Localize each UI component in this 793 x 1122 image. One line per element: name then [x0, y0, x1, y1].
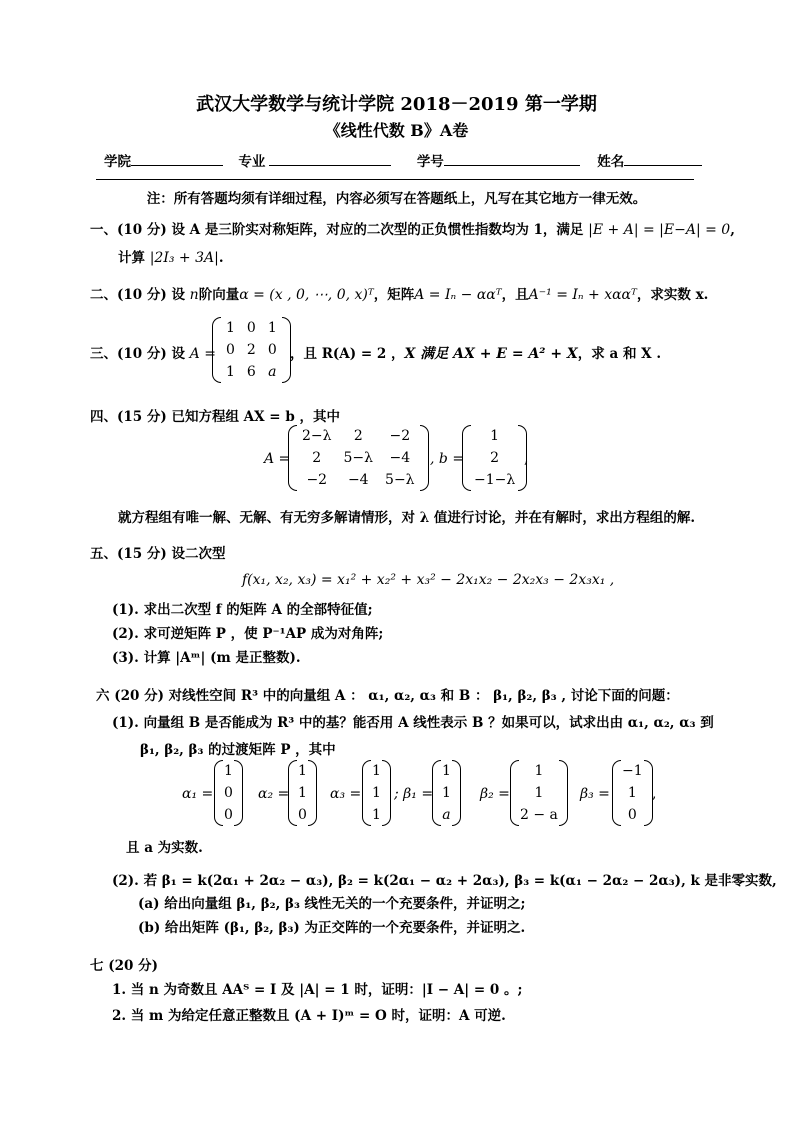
q2-mid1: 阶向量	[198, 287, 240, 303]
field-label-college: 学院	[104, 154, 131, 170]
q6-alpha1-label: α₁ =	[182, 786, 214, 802]
q1-condition: |E + A| = |E−A| = 0	[588, 222, 731, 238]
q2-inverse: A⁻¹ = Iₙ + xααᵀ	[528, 287, 637, 303]
q5-sub-3: (3). 计算 |Aᵐ| (m 是正整数).	[112, 650, 301, 666]
q6-sub-2: (2). 若 β₁ = k(2α₁ + 2α₂ − α₃), β₂ = k(2α₁ − α₂ + 2α₃), β₃ = k(α₁ − 2α₂ − 2α₃), k 是非零实数,	[112, 873, 777, 889]
major-blank	[269, 151, 391, 166]
info-fields	[104, 150, 702, 170]
exam-title: 武汉大学数学与统计学院 2018－2019 第一学期	[196, 94, 597, 115]
q6-beta2: 1 1 2 − a	[510, 760, 568, 826]
field-label-name: 姓名	[597, 154, 625, 170]
q1-text: 一、(10 分) 设 A 是三阶实对称矩阵，对应的二次型的正负惯性指数均为 1，满足	[90, 222, 584, 238]
q3-lhs: A =	[189, 346, 216, 362]
q6-real-note: 且 a 为实数.	[126, 840, 203, 856]
q4-vector-b: 1 2 −1−λ	[462, 425, 527, 491]
question-1-line-1: 一、(10 分) 设 A 是三阶实对称矩阵，对应的二次型的正负惯性指数均为 1，满足 |E + A| = |E−A| = 0,	[90, 222, 735, 238]
q3-suffix: ，求 a 和 X .	[577, 346, 662, 362]
q3-equation: X 满足 AX + E = A² + X	[404, 346, 578, 362]
college-blank	[131, 151, 223, 166]
field-label-major: 专业	[238, 154, 266, 170]
q5-quadratic-form: f(x₁, x₂, x₃) = x₁² + x₂² + x₃² − 2x₁x₂ − 2x₂x₃ − 2x₃x₁ ,	[242, 572, 615, 588]
q6-beta3: −1 1 0	[612, 760, 653, 826]
q6-beta1: 1 1 a	[432, 760, 461, 826]
notice: 注：所有答题均须有详细过程，内容必须写在答题纸上，凡写在其它地方一律无效。	[146, 191, 647, 207]
question-4-line-1: 四、(15 分) 已知方程组 AX = b ，其中	[90, 409, 340, 425]
exam-subtitle: 《线性代数 B》A卷	[324, 121, 469, 140]
q6-alpha2-label: α₂ =	[258, 786, 290, 802]
question-7-head: 七 (20 分)	[90, 958, 158, 974]
q2-matrix: A = Iₙ − ααᵀ	[414, 287, 502, 303]
question-6-line-1: 六 (20 分) 对线性空间 R³ 中的向量组 A ： α₁, α₂, α₃ 和 B ： β₁, β₂, β₃ , 讨论下面的问题：	[96, 688, 679, 704]
field-label-id: 学号	[416, 154, 444, 170]
q6-alpha2: 1 1 0	[288, 760, 317, 826]
question-4-line-2: 就方程组有唯一解、无解、有无穷多解请情形，对 λ 值进行讨论，并在有解时，求出方程组的解.	[118, 510, 696, 526]
q6-sub-2b: (b) 给出矩阵 (β₁, β₂, β₃) 为正交阵的一个充要条件，并证明之.	[138, 920, 526, 936]
q6-sub-2a: (a) 给出向量组 β₁, β₂, β₃ 线性无关的一个充要条件，并证明之;	[138, 896, 526, 912]
question-3-suffix	[290, 342, 661, 363]
q7-item-2: 2. 当 m 为给定任意正整数且 (A + I)ᵐ = O 时，证明：A 可逆.	[112, 1008, 506, 1024]
q4-end: ,	[524, 451, 529, 467]
q6-alpha3-label: α₃ =	[330, 786, 362, 802]
q5-sub-1: (1). 求出二次型 f 的矩阵 A 的全部特征值;	[112, 602, 373, 618]
q2-n: n	[189, 287, 199, 303]
q1-compute-label: 计算	[118, 250, 145, 266]
q4-matrix-A: 2−λ 2 −2 2 5−λ −4 −2 −4 5−λ	[288, 425, 429, 491]
q6-beta1-label: ; β₁ =	[394, 786, 434, 802]
q3-prefix: 三、(10 分) 设	[90, 346, 185, 362]
q3-rank: ，且 R(A) = 2 ，	[290, 346, 405, 362]
q6-alpha1: 1 0 0	[214, 760, 243, 826]
q4-lhs-A: A =	[264, 451, 291, 467]
question-2	[90, 283, 708, 303]
q1-determinant: |2I₃ + 3A|	[149, 250, 219, 266]
name-blank	[624, 151, 702, 166]
question-3-prefix	[90, 342, 216, 362]
q6-alpha3: 1 1 1	[362, 760, 391, 826]
q7-item-1: 1. 当 n 为奇数且 AAᵀ = I 及 |A| = 1 时，证明：|I − A| = 0 。;	[112, 982, 523, 998]
q2-vector: α = (x , 0, ⋯, 0, x)ᵀ	[239, 287, 374, 303]
q2-mid3: ，且	[501, 287, 529, 303]
q6-beta3-label: β₃ =	[580, 786, 610, 802]
q6-sub-1a: (1). 向量组 B 是否能成为 R³ 中的基？能否用 A 线性表示 B ？如果可以，试求出由 α₁, α₂, α₃ 到	[112, 715, 714, 731]
q5-sub-2: (2). 求可逆矩阵 P ，使 P⁻¹AP 成为对角阵;	[112, 626, 384, 642]
question-1-line-2: 计算 |2I₃ + 3A|.	[118, 250, 224, 266]
q6-sub-1b: β₁, β₂, β₃ 的过渡矩阵 P ，其中	[140, 742, 336, 758]
q3-matrix: 1 0 1 0 2 0 1 6 a	[212, 317, 291, 383]
q6-beta2-label: β₂ =	[480, 786, 510, 802]
q6-vector-end: ,	[652, 786, 657, 802]
q4-lhs-b: , b =	[430, 451, 465, 467]
q2-mid2: ，矩阵	[373, 287, 415, 303]
q2-prefix: 二、(10 分) 设	[90, 287, 185, 303]
question-5-line-1: 五、(15 分) 设二次型	[90, 546, 226, 562]
id-blank	[444, 151, 580, 166]
q2-suffix: ，求实数 x.	[636, 287, 709, 303]
header-divider	[96, 179, 694, 180]
